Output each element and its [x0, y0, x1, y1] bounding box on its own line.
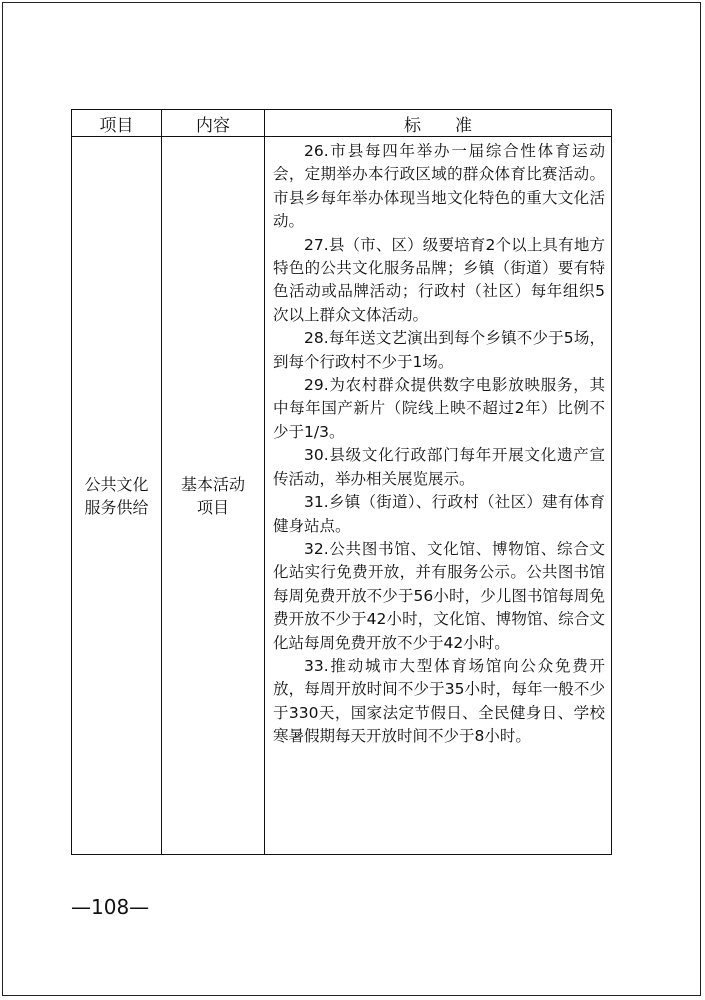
table-header-row: [72, 110, 612, 137]
header-content: 内容: [162, 110, 265, 137]
standard-item-29: 29.为农村群众提供数字电影放映服务，其中每年国产新片（院线上映不超过2年）比例不少于1/3。: [273, 376, 605, 441]
table-row: [72, 137, 612, 855]
standard-item-33: 33.推动城市大型体育场馆向公众免费开放，每周开放时间不少于35小时，每年一般不少于330天，国家法定节假日、全民健身日、学校寒暑假期每天开放时间不少于8小时。: [273, 656, 605, 746]
header-standard: 标 准: [265, 110, 612, 137]
page-number: —108—: [71, 895, 150, 919]
header-item: 项目: [72, 110, 162, 137]
standard-item-32: 32.公共图书馆、文化馆、博物馆、综合文化站实行免费开放，并有服务公示。公共图书馆每周免费开放不少于56小时，少儿图书馆每周免费开放不少于42小时，文化馆、博物馆、综合文化站每周免费开放不少于42小时。: [273, 539, 605, 652]
category-line-1: 公共文化: [84, 474, 149, 494]
standard-item-26: 26.市县每四年举办一届综合性体育运动会，定期举办本行政区域的群众体育比赛活动。市县乡每年举办体现当地文化特色的重大文化活动。: [273, 142, 605, 231]
category-cell: [72, 137, 162, 855]
standard-cell: [265, 137, 612, 855]
standard-item-28: 28.每年送文艺演出到每个乡镇不少于5场，到每个行政村不少于1场。: [273, 329, 605, 371]
content-cell: [162, 137, 265, 855]
standard-item-31: 31.乡镇（街道）、行政村（社区）建有体育健身站点。: [273, 493, 605, 535]
category-line-2: 服务供给: [84, 497, 149, 517]
standard-item-30: 30.县级文化行政部门每年开展文化遗产宣传活动，举办相关展览展示。: [273, 446, 605, 488]
content-line-2: 项目: [196, 497, 229, 517]
content-line-1: 基本活动: [180, 474, 245, 494]
standard-item-27: 27.县（市、区）级要培育2个以上具有地方特色的公共文化服务品牌；乡镇（街道）要有特色活动或品牌活动；行政村（社区）每年组织5次以上群众文体活动。: [273, 235, 605, 324]
standards-table: [71, 109, 612, 855]
